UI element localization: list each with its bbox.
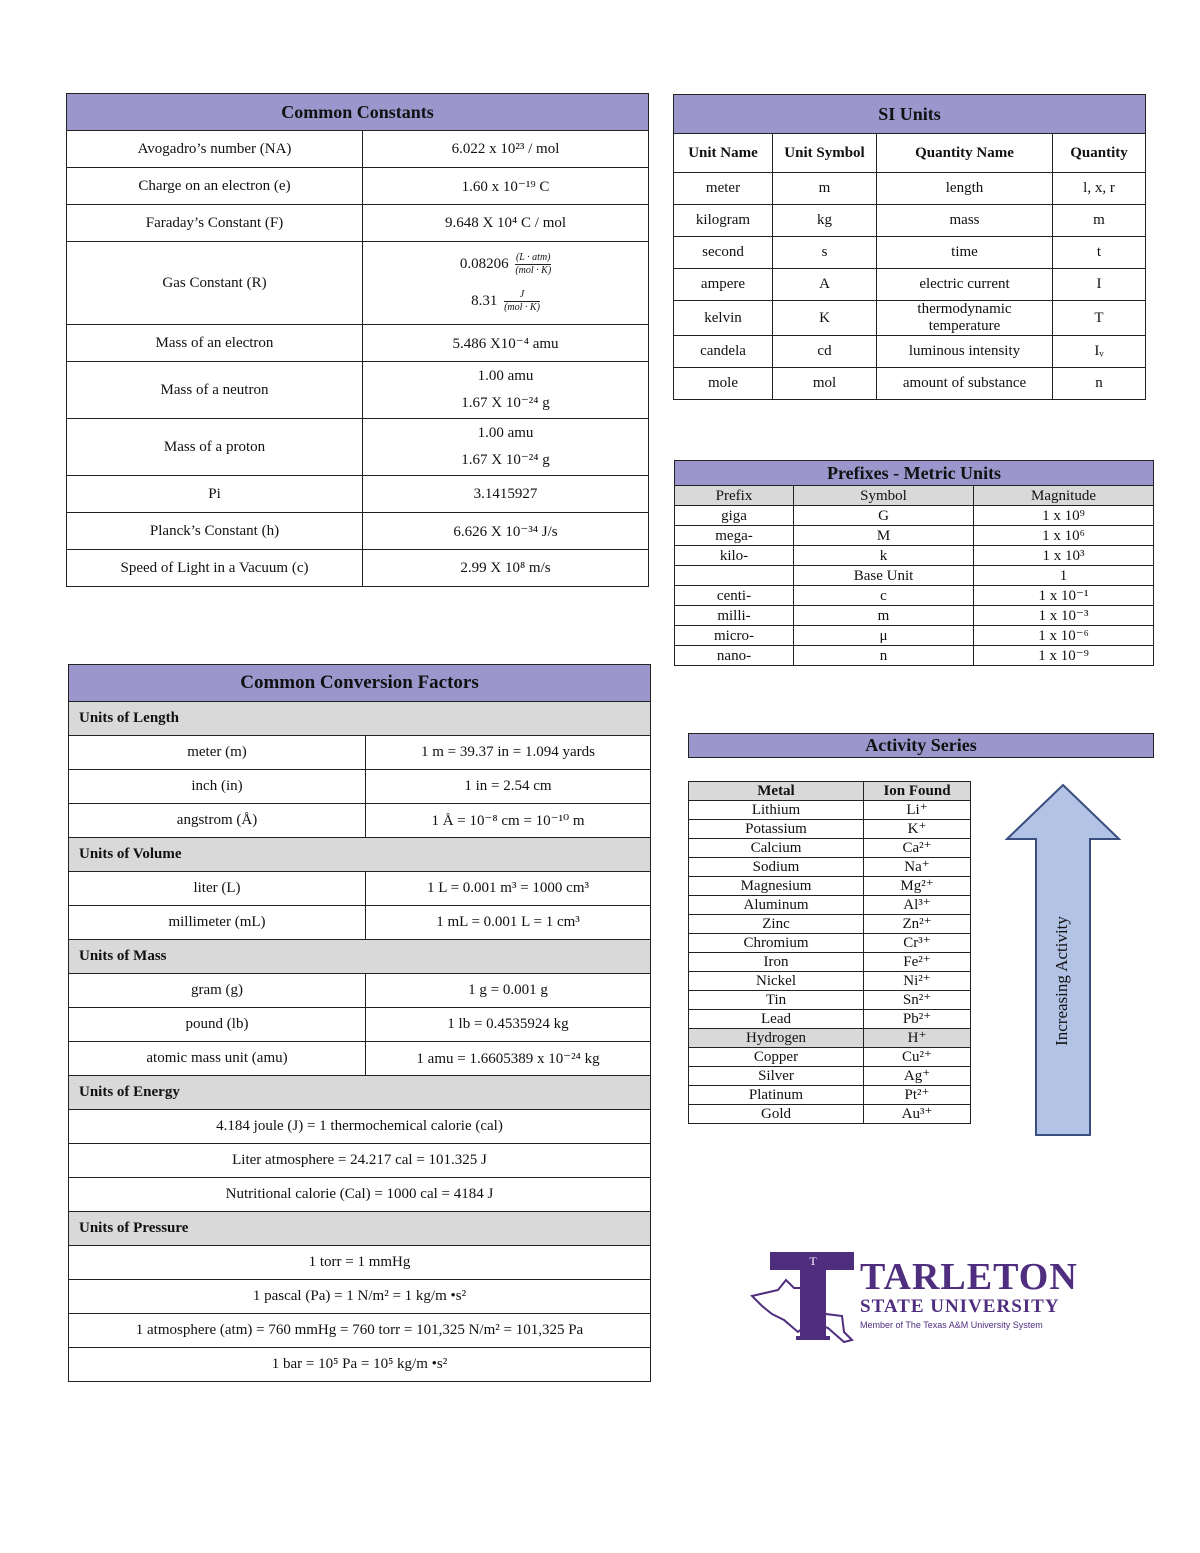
table-cell: Magnesium xyxy=(689,877,864,896)
table-cell: Potassium xyxy=(689,820,864,839)
table-row xyxy=(675,546,1154,566)
table-row xyxy=(674,205,1146,237)
table-row xyxy=(69,1178,651,1212)
value-line: 1.67 X 10⁻²⁴ g xyxy=(461,452,550,468)
constant-name: Mass of a proton xyxy=(67,419,363,476)
table-title: Common Conversion Factors xyxy=(69,665,651,702)
table-cell: 1 amu = 1.6605389 x 10⁻²⁴ kg xyxy=(366,1042,651,1076)
table-row xyxy=(675,506,1154,526)
constant-value xyxy=(363,419,649,476)
arrow-label: Increasing Activity xyxy=(1052,916,1071,1046)
constant-value: 3.1415927 xyxy=(363,476,649,513)
constant-name: Planck’s Constant (h) xyxy=(67,513,363,550)
table-row xyxy=(67,168,649,205)
table-cell: Fe²⁺ xyxy=(864,953,971,972)
gas-constant-value-1: 0.08206 xyxy=(459,255,509,272)
table-row xyxy=(69,1110,651,1144)
table-header-row xyxy=(675,486,1154,506)
table-cell: kelvin xyxy=(674,301,773,336)
table-cell: 1 m = 39.37 in = 1.094 yards xyxy=(366,736,651,770)
fraction xyxy=(515,252,551,277)
table-row xyxy=(689,858,971,877)
table-cell: atomic mass unit (amu) xyxy=(69,1042,366,1076)
section-heading: Units of Energy xyxy=(69,1076,651,1110)
table-cell: Li⁺ xyxy=(864,801,971,820)
table-row xyxy=(689,915,971,934)
value-line: 1.00 amu xyxy=(477,368,534,384)
logo-subtitle: STATE UNIVERSITY xyxy=(860,1296,1060,1317)
constant-name: Charge on an electron (e) xyxy=(67,168,363,205)
table-cell: Na⁺ xyxy=(864,858,971,877)
column-header: Unit Name xyxy=(674,134,773,173)
table-cell: Lithium xyxy=(689,801,864,820)
table-cell: time xyxy=(877,237,1053,269)
column-header: Ion Found xyxy=(864,782,971,801)
table-cell: Al³⁺ xyxy=(864,896,971,915)
table-cell: 1 x 10⁻¹ xyxy=(974,586,1154,606)
table-row xyxy=(67,419,649,476)
table-cell: A xyxy=(773,269,877,301)
table-row xyxy=(689,877,971,896)
table-cell: 1 bar = 10⁵ Pa = 10⁵ kg/m •s² xyxy=(69,1348,651,1382)
table-row xyxy=(675,566,1154,586)
table-cell: meter (m) xyxy=(69,736,366,770)
si-units-table xyxy=(673,94,1146,400)
table-row xyxy=(689,991,971,1010)
table-row xyxy=(67,513,649,550)
table-header-row xyxy=(689,782,971,801)
table-row xyxy=(67,362,649,419)
table-row xyxy=(69,1246,651,1280)
constant-value: 6.022 x 10²³ / mol xyxy=(363,131,649,168)
logo-tagline: Member of The Texas A&M University System xyxy=(860,1320,1043,1330)
table-cell: Chromium xyxy=(689,934,864,953)
fraction xyxy=(504,289,540,314)
table-cell: l, x, r xyxy=(1053,173,1146,205)
table-row xyxy=(674,301,1146,336)
table-row xyxy=(689,801,971,820)
table-cell: kilogram xyxy=(674,205,773,237)
fraction-denominator: (mol · K) xyxy=(504,302,540,313)
table-cell: I xyxy=(1053,269,1146,301)
table-row xyxy=(67,131,649,168)
table-title: Prefixes - Metric Units xyxy=(675,461,1154,486)
table-cell: angstrom (Å) xyxy=(69,804,366,838)
table-cell: Cr³⁺ xyxy=(864,934,971,953)
table-cell: nano- xyxy=(675,646,794,666)
table-cell: s xyxy=(773,237,877,269)
constant-name: Avogadro’s number (NA) xyxy=(67,131,363,168)
table-cell: 4.184 joule (J) = 1 thermochemical calorie (cal) xyxy=(69,1110,651,1144)
fraction-numerator: J xyxy=(504,289,540,302)
table-cell: K xyxy=(773,301,877,336)
table-cell: k xyxy=(794,546,974,566)
table-row xyxy=(69,872,651,906)
table-cell: Calcium xyxy=(689,839,864,858)
constant-value: 9.648 X 10⁴ C / mol xyxy=(363,205,649,242)
table-row xyxy=(689,1048,971,1067)
table-row xyxy=(67,325,649,362)
table-cell: 1 x 10⁻⁶ xyxy=(974,626,1154,646)
section-heading: Units of Pressure xyxy=(69,1212,651,1246)
length-rows xyxy=(69,736,651,838)
table-row xyxy=(674,368,1146,400)
table-cell: n xyxy=(794,646,974,666)
mass-rows xyxy=(69,974,651,1076)
table-cell: 1 g = 0.001 g xyxy=(366,974,651,1008)
table-cell: Lead xyxy=(689,1010,864,1029)
table-cell: Gold xyxy=(689,1105,864,1124)
table-cell: Iron xyxy=(689,953,864,972)
constant-value xyxy=(363,362,649,419)
activity-body xyxy=(689,801,971,1124)
table-cell: T xyxy=(1053,301,1146,336)
table-row xyxy=(67,476,649,513)
activity-series-title: Activity Series xyxy=(688,733,1154,758)
table-cell: Silver xyxy=(689,1067,864,1086)
table-row xyxy=(69,974,651,1008)
table-row xyxy=(69,1280,651,1314)
constant-value: 1.60 x 10⁻¹⁹ C xyxy=(363,168,649,205)
constant-value: 5.486 X10⁻⁴ amu xyxy=(363,325,649,362)
table-cell: G xyxy=(794,506,974,526)
activity-series-table xyxy=(688,781,971,1124)
table-cell: Au³⁺ xyxy=(864,1105,971,1124)
table-cell: Nickel xyxy=(689,972,864,991)
table-cell: millimeter (mL) xyxy=(69,906,366,940)
logo-letter: T xyxy=(809,1254,817,1268)
table-row xyxy=(69,770,651,804)
table-row xyxy=(689,1105,971,1124)
si-units-body xyxy=(674,173,1146,400)
constant-value: 2.99 X 10⁸ m/s xyxy=(363,550,649,587)
table-cell: candela xyxy=(674,336,773,368)
table-cell: c xyxy=(794,586,974,606)
table-cell: μ xyxy=(794,626,974,646)
table-cell: Cu²⁺ xyxy=(864,1048,971,1067)
table-row xyxy=(69,1348,651,1382)
table-cell: Aluminum xyxy=(689,896,864,915)
fraction-denominator: (mol · K) xyxy=(515,265,552,276)
table-cell: 1 in = 2.54 cm xyxy=(366,770,651,804)
table-row xyxy=(67,205,649,242)
prefixes-table xyxy=(674,460,1154,666)
table-row xyxy=(674,269,1146,301)
table-cell: mega- xyxy=(675,526,794,546)
section-heading: Units of Length xyxy=(69,702,651,736)
table-cell: length xyxy=(877,173,1053,205)
constant-name: Mass of a neutron xyxy=(67,362,363,419)
table-row xyxy=(69,736,651,770)
table-cell: 1 x 10³ xyxy=(974,546,1154,566)
common-constants-table xyxy=(66,93,649,587)
table-row xyxy=(69,1314,651,1348)
section-heading: Units of Mass xyxy=(69,940,651,974)
table-row xyxy=(69,1144,651,1178)
table-row xyxy=(675,646,1154,666)
table-cell: kilo- xyxy=(675,546,794,566)
table-row xyxy=(689,839,971,858)
column-header: Symbol xyxy=(794,486,974,506)
table-cell: pound (lb) xyxy=(69,1008,366,1042)
table-row xyxy=(69,804,651,838)
table-cell: Zn²⁺ xyxy=(864,915,971,934)
table-cell: Iᵥ xyxy=(1053,336,1146,368)
table-cell: m xyxy=(773,173,877,205)
table-cell: m xyxy=(794,606,974,626)
value-line: 1.67 X 10⁻²⁴ g xyxy=(461,395,550,411)
table-cell: Zinc xyxy=(689,915,864,934)
table-row xyxy=(689,934,971,953)
table-row xyxy=(69,1042,651,1076)
table-row xyxy=(689,1029,971,1048)
table-row xyxy=(689,1086,971,1105)
table-row xyxy=(675,526,1154,546)
table-row xyxy=(675,626,1154,646)
table-cell: Nutritional calorie (Cal) = 1000 cal = 4184 J xyxy=(69,1178,651,1212)
table-row xyxy=(675,586,1154,606)
table-cell: Pb²⁺ xyxy=(864,1010,971,1029)
column-header: Metal xyxy=(689,782,864,801)
table-row xyxy=(674,173,1146,205)
column-header: Prefix xyxy=(675,486,794,506)
table-cell: Pt²⁺ xyxy=(864,1086,971,1105)
table-cell xyxy=(675,566,794,586)
table-cell: mole xyxy=(674,368,773,400)
table-cell: n xyxy=(1053,368,1146,400)
table-cell: H⁺ xyxy=(864,1029,971,1048)
constant-name: Speed of Light in a Vacuum (c) xyxy=(67,550,363,587)
table-cell: 1 x 10⁻⁹ xyxy=(974,646,1154,666)
table-cell: mass xyxy=(877,205,1053,237)
table-cell: luminous intensity xyxy=(877,336,1053,368)
table-cell: K⁺ xyxy=(864,820,971,839)
table-cell: Copper xyxy=(689,1048,864,1067)
pressure-rows xyxy=(69,1246,651,1382)
table-cell: thermodynamic temperature xyxy=(877,301,1053,336)
column-header: Magnitude xyxy=(974,486,1154,506)
table-cell: Platinum xyxy=(689,1086,864,1105)
table-cell: kg xyxy=(773,205,877,237)
table-cell: cd xyxy=(773,336,877,368)
table-cell: meter xyxy=(674,173,773,205)
table-cell: 1 Å = 10⁻⁸ cm = 10⁻¹⁰ m xyxy=(366,804,651,838)
constant-name: Faraday’s Constant (F) xyxy=(67,205,363,242)
table-cell: 1 L = 0.001 m³ = 1000 cm³ xyxy=(366,872,651,906)
gas-constant-value-2: 8.31 xyxy=(471,292,498,309)
value-line: 1.00 amu xyxy=(477,425,534,441)
constant-name: Gas Constant (R) xyxy=(67,242,363,325)
table-cell: mol xyxy=(773,368,877,400)
fraction-numerator: (L · atm) xyxy=(515,252,551,263)
table-row xyxy=(69,906,651,940)
table-cell: 1 x 10⁶ xyxy=(974,526,1154,546)
table-cell: Mg²⁺ xyxy=(864,877,971,896)
table-cell: milli- xyxy=(675,606,794,626)
table-cell: Sodium xyxy=(689,858,864,877)
table-cell: 1 torr = 1 mmHg xyxy=(69,1246,651,1280)
section-heading: Units of Volume xyxy=(69,838,651,872)
constant-value xyxy=(363,242,649,325)
table-cell: giga xyxy=(675,506,794,526)
volume-rows xyxy=(69,872,651,940)
table-cell: liter (L) xyxy=(69,872,366,906)
table-row xyxy=(67,550,649,587)
prefixes-body xyxy=(675,506,1154,666)
table-cell: 1 atmosphere (atm) = 760 mmHg = 760 torr = 101,325 N/m² = 101,325 Pa xyxy=(69,1314,651,1348)
table-cell: Tin xyxy=(689,991,864,1010)
table-cell: centi- xyxy=(675,586,794,606)
table-row xyxy=(689,1010,971,1029)
column-header: Quantity Name xyxy=(877,134,1053,173)
table-cell: 1 pascal (Pa) = 1 N/m² = 1 kg/m •s² xyxy=(69,1280,651,1314)
table-row xyxy=(689,972,971,991)
constant-name: Pi xyxy=(67,476,363,513)
table-cell: inch (in) xyxy=(69,770,366,804)
table-header-row xyxy=(674,134,1146,173)
table-row xyxy=(689,820,971,839)
table-row xyxy=(674,237,1146,269)
table-cell: Liter atmosphere = 24.217 cal = 101.325 J xyxy=(69,1144,651,1178)
table-cell: gram (g) xyxy=(69,974,366,1008)
table-cell: M xyxy=(794,526,974,546)
table-cell: ampere xyxy=(674,269,773,301)
table-cell: 1 lb = 0.4535924 kg xyxy=(366,1008,651,1042)
table-row xyxy=(69,1008,651,1042)
table-title: Common Constants xyxy=(67,94,649,131)
table-title: SI Units xyxy=(674,95,1146,134)
table-cell: 1 mL = 0.001 L = 1 cm³ xyxy=(366,906,651,940)
table-row xyxy=(689,953,971,972)
table-cell: Hydrogen xyxy=(689,1029,864,1048)
table-row xyxy=(689,896,971,915)
table-cell: t xyxy=(1053,237,1146,269)
table-cell: Ni²⁺ xyxy=(864,972,971,991)
table-cell: 1 xyxy=(974,566,1154,586)
table-cell: m xyxy=(1053,205,1146,237)
table-cell: Ag⁺ xyxy=(864,1067,971,1086)
constant-value: 6.626 X 10⁻³⁴ J/s xyxy=(363,513,649,550)
table-row xyxy=(674,336,1146,368)
table-cell: Base Unit xyxy=(794,566,974,586)
table-cell: Ca²⁺ xyxy=(864,839,971,858)
table-row xyxy=(689,1067,971,1086)
column-header: Unit Symbol xyxy=(773,134,877,173)
table-cell: 1 x 10⁻³ xyxy=(974,606,1154,626)
column-header: Quantity xyxy=(1053,134,1146,173)
table-row xyxy=(675,606,1154,626)
table-row xyxy=(67,242,649,325)
table-cell: Sn²⁺ xyxy=(864,991,971,1010)
logo-title: TARLETON xyxy=(860,1256,1078,1298)
conversion-factors-table xyxy=(68,664,651,1382)
table-cell: second xyxy=(674,237,773,269)
table-cell: electric current xyxy=(877,269,1053,301)
table-cell: micro- xyxy=(675,626,794,646)
table-cell: amount of substance xyxy=(877,368,1053,400)
table-cell: 1 x 10⁹ xyxy=(974,506,1154,526)
constant-name: Mass of an electron xyxy=(67,325,363,362)
energy-rows xyxy=(69,1110,651,1212)
